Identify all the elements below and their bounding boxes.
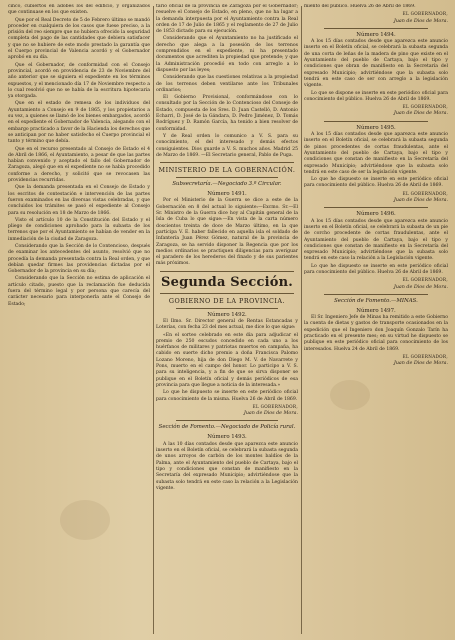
divider: [324, 207, 428, 208]
divider: [324, 28, 428, 29]
paragraph: Considerando que la Sección no estima de aplicación el artículo citado, puesto que la reclamación fue deducida fuera del término legal y por persona que carecía del carácter necesario para interponerla ante el Consejo de Estado;: [8, 276, 150, 307]
paragraph: Lo que se dispone se inserte en este periódico oficial para conocimiento del público. Huelva 26 de Abril de 1869.: [304, 90, 448, 102]
signature-title: EL GOBERNADOR,: [402, 190, 448, 196]
notice-number: Número 1496.: [356, 211, 396, 218]
section-divider: [160, 162, 294, 163]
paragraph: A los 15 días contados desde que aparezca este anuncio inserto en el Boletín oficial, se celebrará la subasta de un pie de corcho procedente de cortas fraudulentas, ante el Ayuntamiento del pueblo de Cartaya, bajo el tipo y condiciones que constan de manifiesto en la Secretaría del expresado Municipio; advirtiéndose que la subasta solo tendrá en este caso la relación a la Legislación vigente.: [304, 218, 448, 262]
paragraph: Que en el estado de remesa de los individuos del Ayuntamiento a Consejo en 9 de 1865, y los propietarios a su vez, a quienes se llamó de los bienes embargados, acordó en el expediente el Gobernador de Valencia, alegando con el embargo practicado a favor de la Hacienda los derechos que se anticipan por no haber satisfecho el Cuerpo provincial el tanto y término que debía.: [8, 101, 150, 145]
section-subtitle: Subsecretaría.—Negociado 3.º Circular.: [172, 181, 282, 188]
section-divider: [160, 271, 294, 272]
signature-name: Juan de Dios de Mora.: [393, 198, 448, 204]
notice-number: Número 1492.: [207, 311, 247, 318]
paragraph: «En el sorteo celebrado en este día para adjudicar el premio de 250 escudos concedido en cada uno a los huérfanos de militares y patriotas muertos en campaña, ha cabido en suerte dicho premio a doña Francisca Palomo Lozano Moreno, hija de don Diego M. V. de Navarrete y Pons, muerto en el campo del honor. Lo participo a V. S. para su inteligencia, y a fin de que se sirva disponer se publique en el Boletín oficial y demás periódicos de esa provincia para que llegue a noticia de la interesada.»: [156, 332, 298, 388]
paragraph: El Gobierno Provisional, conformándose con lo consultado por la Sección de lo Contencioso del Consejo de Estado, compuesta de los Sres. D. Juan Castelló, D. Antonio Echarri, D. José de la Gándara, D. Pedro Jiménez, D. Tomás Rodríguez y D. Ramón García, ha tenido a bien resolver de conformidad.: [156, 95, 298, 132]
paragraph: miento del público. Huelva 26 de Abril de 1869.: [304, 4, 416, 9]
paper-stain: [60, 500, 110, 540]
paragraph: A los 15 días contados desde que aparezca este anuncio inserto en el Boletín oficial, se celebrará la subasta segunda de pinos procedentes de cortas fraudulentas, ante el Ayuntamiento del pueblo de Cartaya, bajo el tipo y condiciones que constan de manifiesto en la Secretaría del expresado Municipio; advirtiéndose que la subasta solo tendrá en este caso de ser la legislación vigente.: [304, 132, 448, 175]
notice-number: Número 1497.: [356, 307, 396, 314]
paragraph: El Sr. Ingeniero Jefe de Minas ha remitido a este Gobierno la cuenta de dietas y gastos de transporte ocasionados en la expedición que el Ingeniero don Joaquín Gonzalo Tarín ha practicado en el presente mes; en su virtud he dispuesto se publique en este periódico oficial para conocimiento de los interesados. Huelva 24 de Abril de 1869.: [304, 315, 448, 352]
section-subtitle: Sección de Fomento.—Negociado de Policía rural.: [158, 424, 296, 431]
divider: [176, 308, 278, 309]
signature-name: Juan de Dios de Mora.: [393, 284, 448, 290]
paragraph: El Ilmo. Sr. Director general de Rentas Estancadas y Loterías, con fecha 23 del mes actual, me dice lo que sigue:: [156, 318, 298, 331]
paragraph: Que por el Real Decreto de 5 de Febrero último se mandó proceder en cualquiera de los casos que fuese preciso, a la prisión del reo siempre que no hubiera ofrecido la seguridad completa del pago de las cantidades que debiera satisfacer y que no se hubiere de este modo prestado la garantía que el Cuerpo provincial de Valencia acordó y el Gobernador aprobó en su día.: [8, 17, 150, 61]
paragraph: Lo que he dispuesto se inserte en este periódico oficial para conocimiento del público. Huelva 26 de Abril de 1869.: [304, 177, 448, 189]
paragraph: tario oficial de la provincia de Zaragoza por el Gobernador; resuelve el Consejo de Estado, en pleno, que no ha lugar a la demanda interpuesta por el Ayuntamiento contra la Real orden de 17 de Julio de 1865 y el reglamento de 27 de Julio de 1853 dictado para su ejecución.: [156, 4, 298, 35]
section-title-segunda: Segunda Sección.: [161, 274, 293, 290]
notice-number: Número 1491.: [207, 191, 247, 198]
column-rule-right: [301, 6, 302, 634]
paragraph: Que la demanda presentada en el Consejo de Estado y los escritos de contestación e intervención de las partes fueron examinados en las diversas vistas celebradas, y que concluidos los trámites se pasó el expediente al Consejo para su resolución en 18 de Marzo de 1866.: [8, 185, 150, 216]
paragraph: Que en el recurso presentado al Consejo de Estado el 4 de Abril de 1866, el Ayuntamiento, a pesar de que las partes habían convenido y aceptado el fallo del Gobernador de Zaragoza, alegó que en el expediente no se había procedido conforme a derecho, y solicitó que se revocasen las providencias recurridas.: [8, 146, 150, 184]
divider: [324, 121, 428, 122]
paragraph: Que el Gobernador, de conformidad con el Consejo provincial, acordó en providencia de 23 de Noviembre del año anterior que se siguiera el expediente en los términos expuestos, y el mencionado día 17 de Noviembre respecto a lo cual resolvió que no se había de la escritura hipotecaria ya otorgada.: [8, 62, 150, 100]
signature-title: EL GOBERNADOR,: [402, 353, 448, 359]
paragraph: A los 15 días contados desde que aparezca este anuncio inserto en el Boletín oficial, se celebrará la subasta segunda de una corta de leñas de la madera de pino que existe en el Ayuntamiento del pueblo de Cartaya, bajo el tipo y condiciones que obran de manifiesto en la Secretaría del expresado Municipio; advirtiéndose que la subasta solo tendrá en este caso de ser con arreglo a la legislación vigente.: [304, 39, 448, 89]
paragraph: cinco, cubiertos en adobes los del edificio, y organizados que continuase en los que existen.: [8, 4, 150, 16]
paragraph: Lo que he dispuesto se inserte en este periódico oficial para conocimiento del público. Huelva 26 de Abril de 1869.: [304, 263, 448, 275]
paragraph: A las 10 días contados desde que aparezca este anuncio inserto en el Boletín oficial, se celebrará la subasta segunda de unos arroyos de carbón de los montes baldíos de la Palma, ante el Ayuntamiento del pueblo de Cartaya, bajo el tipo y condiciones que constan de manifiesto en la Secretaría del expresado Municipio; advirtiéndose que la subasta solo tendrá en este caso la relación a la Legislación vigente.: [156, 441, 298, 491]
paper-stain: [330, 380, 370, 410]
signature-name: Juan de Dios de Mora.: [243, 411, 298, 417]
paragraph: Considerando que el Ayuntamiento no ha justificado el derecho que alega a la posesión de los terrenos comprendidos en el expediente, ni ha presentado documentos que acrediten la propiedad que pretende; y que la Administración procedió en todo con arreglo a lo dispuesto por las leyes;: [156, 36, 298, 73]
paragraph: Visto el artículo 10 de la Constitución del Estado y el pliego de condiciones aprobado para la subasta de los terrenos que por el Ayuntamiento se habían de vender en la inmediación de la ciudad de Zaragoza.: [8, 217, 150, 242]
column-rule-left: [153, 6, 154, 634]
divider: [176, 177, 278, 178]
column-right: [304, 4, 448, 636]
signature-name: Juan de Dios de Mora.: [393, 111, 448, 117]
divider: [176, 420, 278, 421]
signature-title: EL GOBERNADOR,: [402, 11, 448, 17]
signature-title: EL GOBERNADOR,: [402, 104, 448, 110]
notice-number: Número 1494.: [356, 31, 396, 38]
divider: [324, 294, 428, 295]
paragraph: Lo que he dispuesto se inserte en este periódico oficial para conocimiento de la misma. Huelva 26 de Abril de 1869.: [156, 390, 298, 402]
paragraph: Y de Real orden lo comunico a V. S. para su conocimiento, el del interesado y demás efectos consiguientes. Dios guarde a V. S. muchos años. Madrid 25 de Marzo de 1869. —El Secretario general, Pablo de Puga.: [156, 133, 298, 158]
notice-number: Número 1493.: [207, 434, 247, 441]
section-heading-gobierno: GOBIERNO DE LA PROVINCIA.: [168, 296, 286, 305]
column-middle: [156, 4, 298, 636]
signature-title: EL GOBERNADOR,: [402, 277, 448, 283]
section-heading-ministerio: MINISTERIO DE LA GOBERNACIÓN.: [158, 166, 296, 175]
signature-title: EL GOBERNADOR,: [252, 403, 298, 409]
signature-name: Juan de Dios de Mora.: [393, 361, 448, 367]
divider: [160, 293, 294, 294]
paragraph: Considerando que las cuestiones relativas a la propiedad de los terrenos deben ventilarse ante los Tribunales ordinarios;: [156, 75, 298, 93]
column-left: [8, 4, 150, 636]
paragraph: Considerando que la Sección de lo Contencioso, después de examinar los antecedentes del asunto, resolvió que no procedía la demanda presentada contra la Real orden, y que debían quedar firmes las providencias dictadas por el Gobernador de la provincia en su día;: [8, 243, 150, 275]
signature-name: Juan de Dios de Mora.: [393, 18, 448, 24]
paragraph: Por el Ministerio de la Guerra se dice a este de la Gobernación en 8 del actual lo siguiente:—Excmo. Sr.—El Sr. Ministro de la Guerra dice hoy al Capitán general de la Isla de Cuba lo que sigue:—En vista de la carta número doscientos treinta de doce de Marzo último, en la que participa V. E. haber fallecido en aquella isla el soldado de Infantería Juan Pérez Gómez, natural de la provincia de Zaragoza, se ha servido disponer la Regencia que por los medios ordinarios se practiquen diligencias para averiguar el paradero de los herederos del finado y de sus parientes más próximos.: [156, 198, 298, 267]
notice-number: Número 1495.: [356, 124, 396, 131]
section-subtitle: Sección de Fomento.—MINAS.: [334, 297, 418, 304]
